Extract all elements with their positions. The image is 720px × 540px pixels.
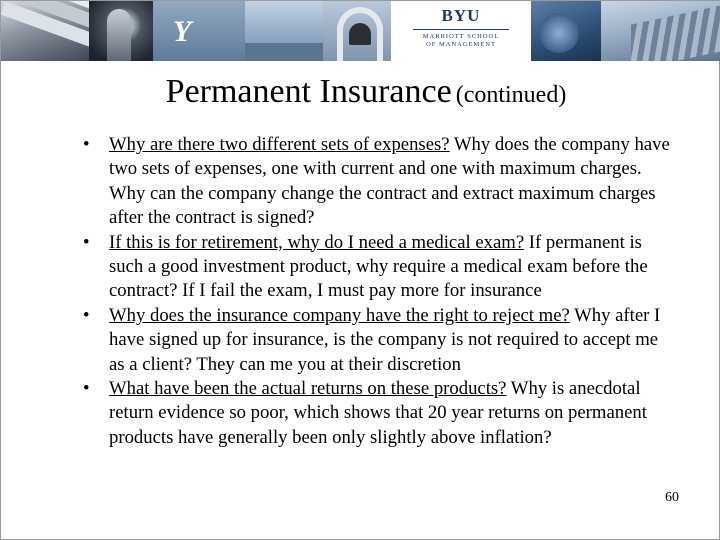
slide-title <box>1 73 720 111</box>
bullet-question: If this is for retirement, why do I need a medical exam? <box>109 231 525 253</box>
banner-photo-sky <box>245 1 323 61</box>
bullet-list <box>81 133 671 450</box>
banner-photo-globe <box>531 1 601 61</box>
y-mountain-mark: Y <box>173 15 190 48</box>
logo-subtitle-1: MARRIOTT SCHOOL <box>422 33 500 40</box>
bullet-question: Why are there two different sets of expenses? <box>109 134 450 155</box>
bullet-text: Why is anecdotal return evidence so poor, which shows that 20 year returns on permanent products have generally been only slightly above inflation? <box>109 378 647 448</box>
byu-logo <box>391 1 531 61</box>
bullet-icon: • <box>83 378 90 400</box>
banner-photo-campus <box>601 1 720 61</box>
logo-divider <box>413 29 509 30</box>
bullet-icon: • <box>83 304 90 326</box>
bullet-text: Why after I have signed up for insurance, is the company is not required to accept me as a client? They can me you at their discretion <box>109 304 661 375</box>
bullet-text: Why does the company have two sets of expenses, one with current and one with maximum charges. Why can the company change the contract and extract maximum charges after the contract is signed? <box>109 134 670 229</box>
logo-subtitle-2: OF MANAGEMENT <box>426 41 496 48</box>
page-number: 60 <box>665 490 679 505</box>
banner-photo-mountain <box>153 1 245 61</box>
banner-photo-building <box>1 1 89 61</box>
title-main: Permanent Insurance <box>165 73 452 110</box>
list-item <box>81 231 671 304</box>
bullet-question: What have been the actual returns on these products? <box>109 378 507 400</box>
header-banner <box>1 1 720 61</box>
bullet-icon: • <box>83 231 90 253</box>
banner-photo-statue <box>89 1 153 61</box>
list-item <box>81 133 671 231</box>
bullet-question: Why does the insurance company have the right to reject me? <box>109 304 570 326</box>
bullet-text: If permanent is such a good investment product, why require a medical exam before the contract? If I fail the exam, I must pay more for insurance <box>109 231 648 302</box>
title-suffix: (continued) <box>455 82 567 108</box>
list-item <box>81 304 671 377</box>
banner-photo-bell-tower <box>323 1 391 61</box>
logo-text: BYU <box>441 6 481 25</box>
list-item <box>81 377 671 450</box>
bullet-icon: • <box>83 134 90 155</box>
bell-icon <box>349 23 371 45</box>
